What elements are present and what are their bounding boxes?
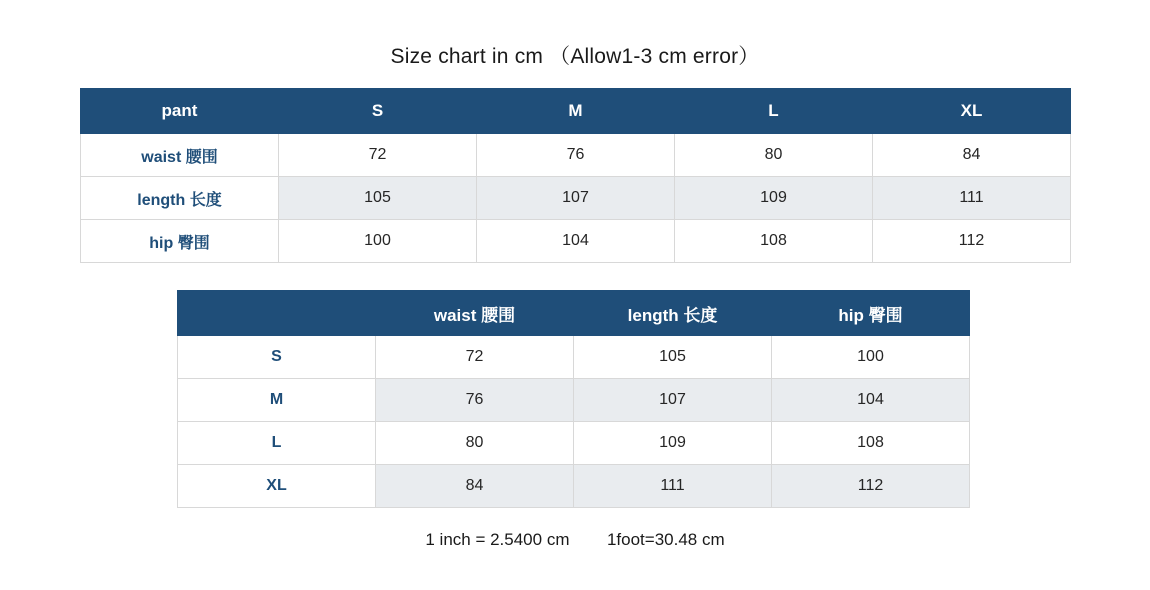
cell-waist-s: 72 xyxy=(279,134,477,177)
column-header-length: length 长度 xyxy=(574,291,772,336)
foot-conversion-text: 1foot=30.48 cm xyxy=(606,530,725,549)
row-label-s: S xyxy=(178,336,376,379)
table-row xyxy=(81,220,1071,263)
cell-waist-m: 76 xyxy=(477,134,675,177)
cell-xl-length: 111 xyxy=(574,465,772,508)
table-row xyxy=(178,422,970,465)
cell-hip-s: 100 xyxy=(279,220,477,263)
column-header-xl: XL xyxy=(873,89,1071,134)
cell-xl-waist: 84 xyxy=(376,465,574,508)
table-row xyxy=(178,379,970,422)
row-label-length: length 长度 xyxy=(81,177,279,220)
column-header-hip: hip 臀围 xyxy=(772,291,970,336)
page-title: Size chart in cm （Allow1-3 cm error） xyxy=(390,45,760,68)
cell-l-hip: 108 xyxy=(772,422,970,465)
table-row xyxy=(178,465,970,508)
column-header-empty xyxy=(178,291,376,336)
conversion-note xyxy=(0,530,1150,550)
row-label-l: L xyxy=(178,422,376,465)
cell-s-waist: 72 xyxy=(376,336,574,379)
table-row xyxy=(178,336,970,379)
cell-m-waist: 76 xyxy=(376,379,574,422)
table-header-row xyxy=(81,89,1071,134)
cell-length-l: 109 xyxy=(675,177,873,220)
column-header-pant: pant xyxy=(81,89,279,134)
row-label-waist: waist 腰围 xyxy=(81,134,279,177)
cell-waist-l: 80 xyxy=(675,134,873,177)
size-table-by-size-rows xyxy=(177,290,970,508)
cell-l-length: 109 xyxy=(574,422,772,465)
cell-hip-l: 108 xyxy=(675,220,873,263)
table-header-row xyxy=(178,291,970,336)
column-header-l: L xyxy=(675,89,873,134)
column-header-s: S xyxy=(279,89,477,134)
column-header-waist: waist 腰围 xyxy=(376,291,574,336)
table-row xyxy=(81,177,1071,220)
cell-hip-xl: 112 xyxy=(873,220,1071,263)
cell-m-length: 107 xyxy=(574,379,772,422)
column-header-m: M xyxy=(477,89,675,134)
cell-xl-hip: 112 xyxy=(772,465,970,508)
row-label-m: M xyxy=(178,379,376,422)
row-label-hip: hip 臀围 xyxy=(81,220,279,263)
cell-m-hip: 104 xyxy=(772,379,970,422)
cell-length-xl: 111 xyxy=(873,177,1071,220)
cell-s-length: 105 xyxy=(574,336,772,379)
cell-hip-m: 104 xyxy=(477,220,675,263)
cell-length-s: 105 xyxy=(279,177,477,220)
cell-s-hip: 100 xyxy=(772,336,970,379)
cell-length-m: 107 xyxy=(477,177,675,220)
table-row xyxy=(81,134,1071,177)
cell-waist-xl: 84 xyxy=(873,134,1071,177)
row-label-xl: XL xyxy=(178,465,376,508)
size-table-by-size-columns xyxy=(80,88,1071,263)
cell-l-waist: 80 xyxy=(376,422,574,465)
inch-conversion-text: 1 inch = 2.5400 cm xyxy=(425,530,570,549)
